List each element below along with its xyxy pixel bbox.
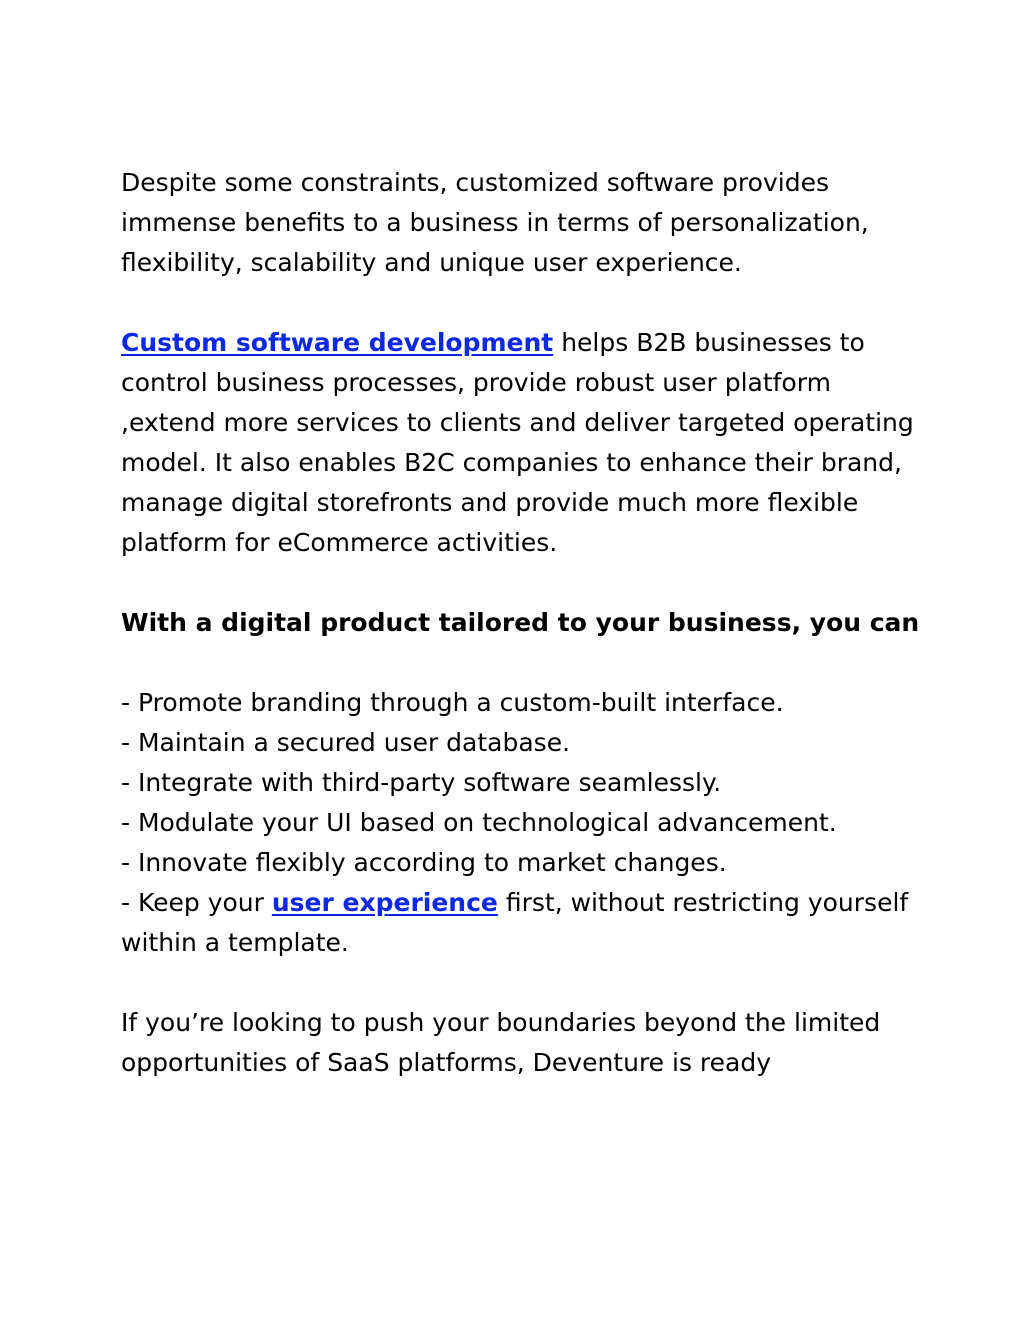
document-page	[121, 163, 921, 1083]
spacer	[121, 643, 921, 683]
custom-software-development-link[interactable]: Custom software development	[121, 328, 554, 357]
intro-paragraph: Despite some constraints, customized software provides immense benefits to a business in terms of personalization, flexibility, scalability and unique user experience.	[121, 168, 869, 277]
benefits-list	[121, 683, 921, 963]
list-item-user-experience	[121, 883, 921, 963]
list-item: - Promote branding through a custom-built interface.	[121, 688, 784, 717]
user-experience-link[interactable]: user experience	[271, 888, 498, 917]
section-heading: With a digital product tailored to your business, you can	[121, 608, 920, 637]
custom-software-paragraph-text: helps B2B businesses to control business processes, provide robust user platform ,extend more services to clients and deliver targeted operating model. It also enables B2C companies to enhance their brand, manage digital storefronts and provide much more flexible platform for eCommerce activities.	[121, 328, 914, 557]
spacer	[121, 283, 921, 323]
list-item: - Modulate your UI based on technological advancement.	[121, 808, 837, 837]
list-item: - Innovate flexibly according to market changes.	[121, 848, 727, 877]
spacer	[121, 963, 921, 1003]
list-item: - Integrate with third-party software seamlessly.	[121, 768, 722, 797]
list-item-suffix: first, without restricting yourself within a template.	[121, 888, 909, 957]
list-item-prefix: - Keep your	[121, 888, 272, 917]
list-item: - Maintain a secured user database.	[121, 728, 571, 757]
closing-paragraph: If you’re looking to push your boundaries beyond the limited opportunities of SaaS platforms, Deventure is ready	[121, 1008, 881, 1077]
custom-software-paragraph	[121, 323, 921, 563]
spacer	[121, 563, 921, 603]
